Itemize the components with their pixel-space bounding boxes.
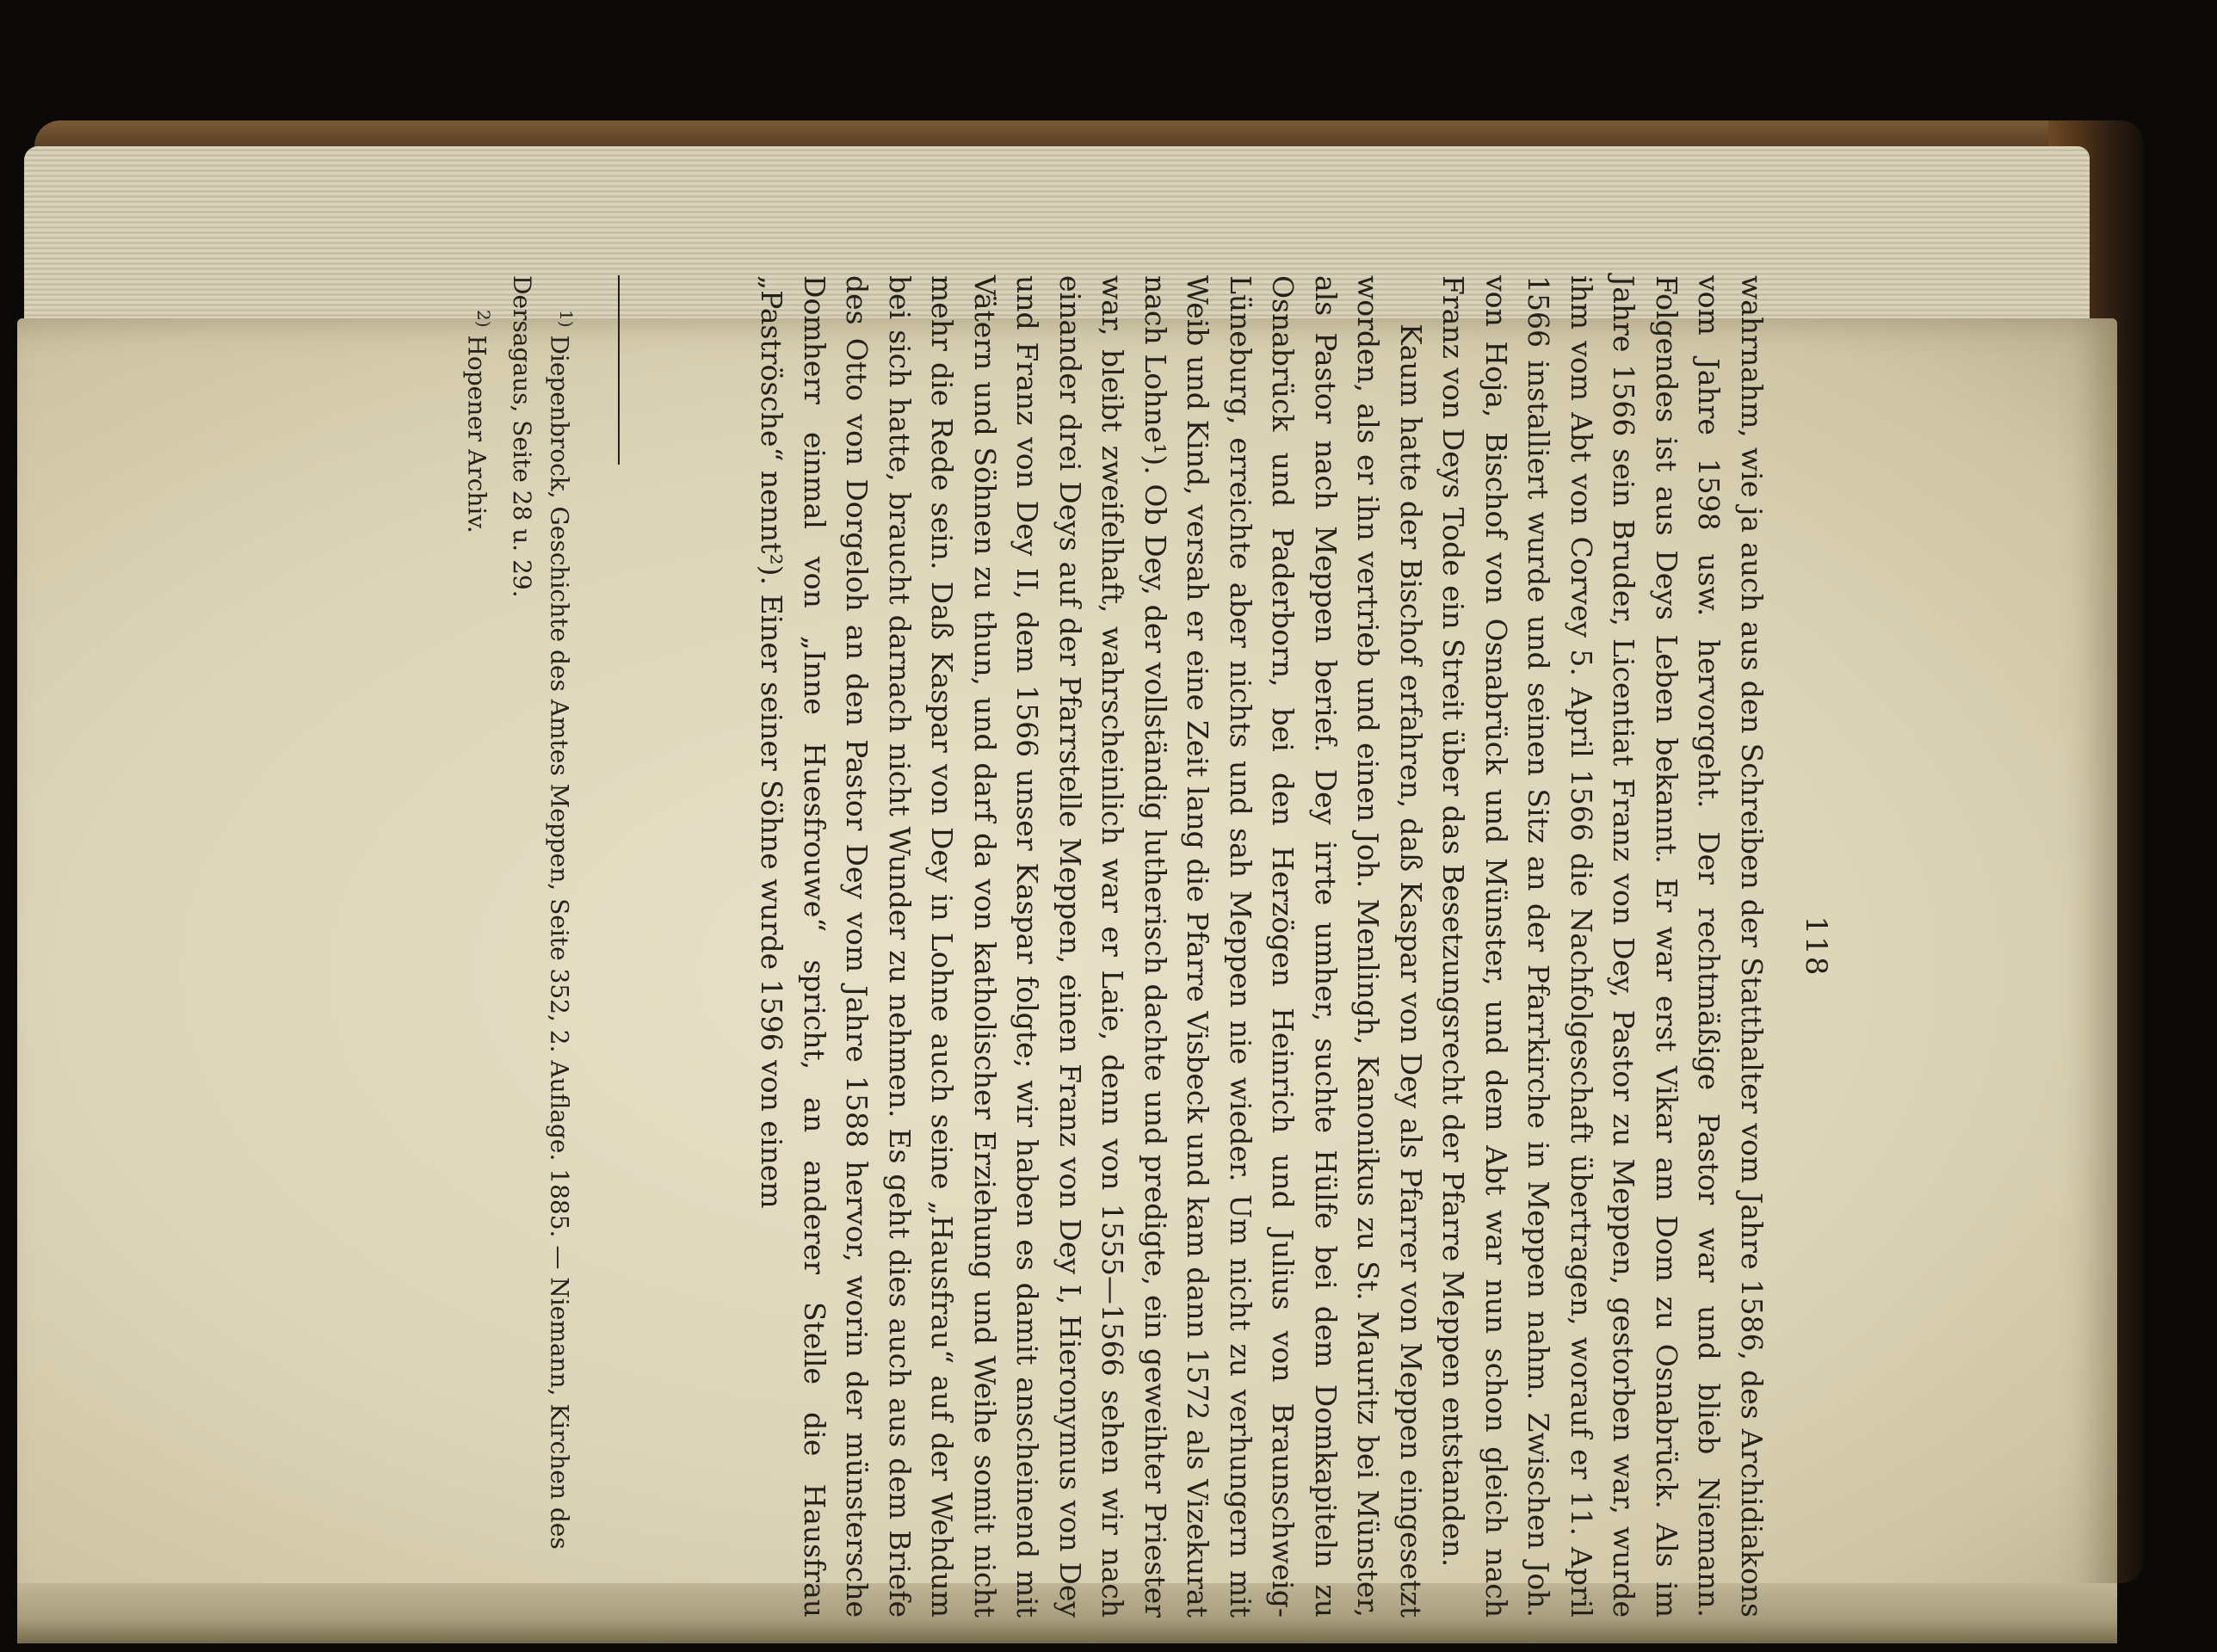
footnote-2-mark: 2): [472, 310, 494, 328]
paragraph-2: Kaum hatte der Bischof erfahren, daß Kaspar von Dey als Pfarrer von Meppen eingesetzt worden, als er ihn vertrieb und einen Joh. Menlingh, Kanonikus zu St. Mauritz bei Münster, als Pastor nach Meppen berief. Dey irrte umher, suchte Hülfe bei dem Domkapiteln zu Osnabrück und Paderborn, bei den Herzögen Heinrich und Julius von Braunschweig-Lüneburg, erreichte aber nichts und sah Meppen nie wieder. Um nicht zu verhungern mit Weib und Kind, versah er eine Zeit lang die Pfarre Visbeck und kam dann 1572 als Vizekurat nach Lohne¹). Ob Dey, der vollständig lutherisch dachte und predigte, ein geweihter Priester war, bleibt zweifelhaft, wahrscheinlich war er Laie, denn von 1555—1566 sehen wir nach einander drei Deys auf der Pfarrstelle Meppen, einen Franz von Dey I, Hieronymus von Dey und Franz von Dey II, dem 1566 unser Kaspar folgte; wir haben es damit anscheinend mit Vätern und Söhnen zu thun, und darf da von katholischer Erziehung und Weihe somit nicht mehr die Rede sein. Daß Kaspar von Dey in Lohne auch seine „Hausfrau“ auf der Wehdum bei sich hatte, braucht darnach nicht Wunder zu nehmen. Es geht dies auch aus dem Briefe des Otto von Dorgeloh an den Pastor Dey vom Jahre 1588 hervor, worin der münstersche Domherr einmal von „Inne Huesfrouwe“ spricht, an anderer Stelle die Hausfrau „Paströsche“ nennt²). Einer seiner Söhne wurde 1596 von einem: [755, 275, 1428, 1618]
rotated-text-block: [336, 241, 1868, 1652]
footnotes: [457, 275, 585, 1618]
footnote-2: [457, 275, 502, 1618]
footnote-1-mark: 1): [556, 310, 577, 328]
footnote-1-text: Diepenbrock, Geschichte des Amtes Meppen, Seite 352, 2. Auflage. 1885. — Niemann, Kirchen des Dersagaus, Seite 28 u. 29.: [507, 275, 574, 1550]
page-number: 118: [1799, 915, 1833, 977]
footnote-divider: [618, 275, 620, 465]
footnote-1: [503, 275, 585, 1618]
body-text: [750, 275, 1773, 1618]
footnote-2-text: Hopener Archiv.: [462, 335, 491, 533]
paragraph-1: wahrnahm, wie ja auch aus den Schreiben der Statthalter vom Jahre 1586, des Archidiakons vom Jahre 1598 usw. hervorgeht. Der rechtmäßige Pastor war und blieb Niemann. Folgendes ist aus Deys Leben bekannt. Er war erst Vikar am Dom zu Osnabrück. Als im Jahre 1566 sein Bruder, Licentiat Franz von Dey, Pastor zu Meppen, gestorben war, wurde ihm vom Abt von Corvey 5. April 1566 die Nachfolgeschaft übertragen, worauf er 11. April 1566 installiert wurde und seinen Sitz an der Pfarrkirche in Meppen nahm. Zwischen Joh. von Hoja, Bischof von Osnabrück und Münster, und dem Abt war nun schon gleich nach Franz von Deys Tode ein Streit über das Besetzungsrecht der Pfarre Meppen entstanden.: [1436, 275, 1769, 1618]
